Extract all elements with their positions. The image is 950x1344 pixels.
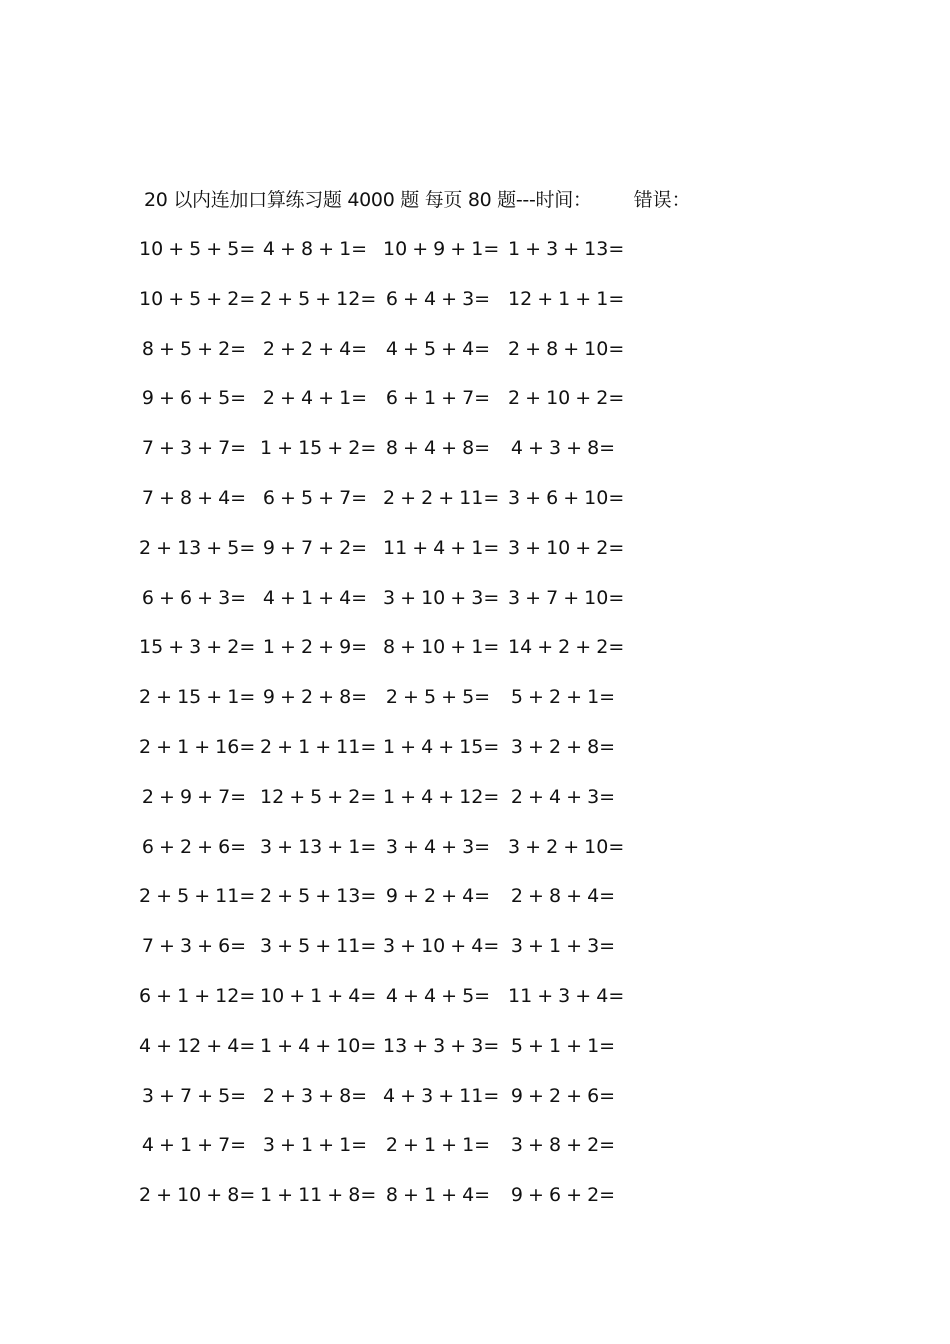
math-problem: 4 + 5 + 4= <box>385 338 491 360</box>
math-problem: 1 + 11 + 8= <box>260 1184 377 1206</box>
math-problem: 5 + 2 + 1= <box>510 686 616 708</box>
math-problem: 1 + 15 + 2= <box>260 437 377 459</box>
math-problem: 3 + 5 + 11= <box>260 935 377 957</box>
problem-row <box>0 981 950 1011</box>
problem-row <box>0 234 950 264</box>
math-problem: 2 + 5 + 11= <box>139 885 256 907</box>
math-problem: 2 + 5 + 13= <box>260 885 377 907</box>
math-problem: 3 + 10 + 4= <box>383 935 500 957</box>
math-problem: 6 + 4 + 3= <box>385 288 491 310</box>
problem-row <box>0 832 950 862</box>
math-problem: 2 + 2 + 11= <box>383 487 500 509</box>
math-problem: 2 + 10 + 8= <box>139 1184 256 1206</box>
errors-label: 错误： <box>633 189 691 211</box>
problem-row <box>0 881 950 911</box>
math-problem: 3 + 7 + 10= <box>508 587 625 609</box>
math-problem: 2 + 15 + 1= <box>139 686 256 708</box>
math-problem: 3 + 10 + 3= <box>383 587 500 609</box>
math-problem: 10 + 9 + 1= <box>383 238 500 260</box>
math-problem: 4 + 12 + 4= <box>139 1035 256 1057</box>
problem-row <box>0 931 950 961</box>
math-problem: 8 + 5 + 2= <box>141 338 247 360</box>
math-problem: 6 + 1 + 7= <box>385 387 491 409</box>
math-problem: 10 + 5 + 5= <box>139 238 256 260</box>
math-problem: 9 + 6 + 2= <box>510 1184 616 1206</box>
math-problem: 1 + 3 + 13= <box>508 238 625 260</box>
math-problem: 2 + 4 + 1= <box>262 387 368 409</box>
math-problem: 4 + 3 + 8= <box>510 437 616 459</box>
math-problem: 2 + 3 + 8= <box>262 1085 368 1107</box>
math-problem: 4 + 4 + 5= <box>385 985 491 1007</box>
math-problem: 12 + 1 + 1= <box>508 288 625 310</box>
math-problem: 6 + 6 + 3= <box>141 587 247 609</box>
math-problem: 3 + 2 + 10= <box>508 836 625 858</box>
problem-row <box>0 334 950 364</box>
math-problem: 3 + 2 + 8= <box>510 736 616 758</box>
problem-row <box>0 1031 950 1061</box>
math-problem: 8 + 10 + 1= <box>383 636 500 658</box>
math-problem: 6 + 1 + 12= <box>139 985 256 1007</box>
math-problem: 2 + 10 + 2= <box>508 387 625 409</box>
math-problem: 8 + 4 + 8= <box>385 437 491 459</box>
problem-row <box>0 583 950 613</box>
math-problem: 3 + 1 + 1= <box>262 1134 368 1156</box>
math-problem: 2 + 8 + 4= <box>510 885 616 907</box>
math-problem: 1 + 2 + 9= <box>262 636 368 658</box>
math-problem: 7 + 3 + 6= <box>141 935 247 957</box>
math-problem: 10 + 5 + 2= <box>139 288 256 310</box>
math-problem: 3 + 1 + 3= <box>510 935 616 957</box>
problem-row <box>0 632 950 662</box>
math-problem: 2 + 8 + 10= <box>508 338 625 360</box>
math-problem: 1 + 4 + 12= <box>383 786 500 808</box>
math-problem: 1 + 4 + 10= <box>260 1035 377 1057</box>
math-problem: 9 + 2 + 4= <box>385 885 491 907</box>
math-problem: 4 + 8 + 1= <box>262 238 368 260</box>
math-problem: 2 + 13 + 5= <box>139 537 256 559</box>
math-problem: 3 + 4 + 3= <box>385 836 491 858</box>
math-problem: 4 + 1 + 7= <box>141 1134 247 1156</box>
math-problem: 9 + 6 + 5= <box>141 387 247 409</box>
math-problem: 4 + 1 + 4= <box>262 587 368 609</box>
math-problem: 1 + 4 + 15= <box>383 736 500 758</box>
math-problem: 2 + 1 + 16= <box>139 736 256 758</box>
problem-row <box>0 1130 950 1160</box>
math-problem: 9 + 2 + 8= <box>262 686 368 708</box>
math-problem: 6 + 5 + 7= <box>262 487 368 509</box>
problem-row <box>0 433 950 463</box>
math-problem: 3 + 10 + 2= <box>508 537 625 559</box>
math-problem: 14 + 2 + 2= <box>508 636 625 658</box>
problem-row <box>0 682 950 712</box>
math-problem: 7 + 3 + 7= <box>141 437 247 459</box>
math-problem: 2 + 1 + 11= <box>260 736 377 758</box>
problem-row <box>0 782 950 812</box>
math-problem: 2 + 1 + 1= <box>385 1134 491 1156</box>
problem-row <box>0 1180 950 1210</box>
math-problem: 8 + 1 + 4= <box>385 1184 491 1206</box>
problem-row <box>0 1081 950 1111</box>
math-problem: 5 + 1 + 1= <box>510 1035 616 1057</box>
problem-row <box>0 284 950 314</box>
math-problem: 3 + 7 + 5= <box>141 1085 247 1107</box>
math-problem: 3 + 8 + 2= <box>510 1134 616 1156</box>
math-problem: 2 + 9 + 7= <box>141 786 247 808</box>
math-problem: 2 + 5 + 5= <box>385 686 491 708</box>
math-problem: 11 + 4 + 1= <box>383 537 500 559</box>
math-problem: 2 + 2 + 4= <box>262 338 368 360</box>
math-problem: 6 + 2 + 6= <box>141 836 247 858</box>
math-problem: 11 + 3 + 4= <box>508 985 625 1007</box>
math-problem: 4 + 3 + 11= <box>383 1085 500 1107</box>
math-problem: 10 + 1 + 4= <box>260 985 377 1007</box>
math-problem: 3 + 6 + 10= <box>508 487 625 509</box>
math-problem: 2 + 5 + 12= <box>260 288 377 310</box>
problem-row <box>0 483 950 513</box>
problem-row <box>0 732 950 762</box>
problem-row <box>0 533 950 563</box>
problem-row <box>0 383 950 413</box>
math-problem: 2 + 4 + 3= <box>510 786 616 808</box>
worksheet-title: 20 以内连加口算练习题 4000 题 每页 80 题---时间： <box>144 189 592 211</box>
math-problem: 15 + 3 + 2= <box>139 636 256 658</box>
math-problem: 9 + 2 + 6= <box>510 1085 616 1107</box>
math-problem: 3 + 13 + 1= <box>260 836 377 858</box>
math-problem: 12 + 5 + 2= <box>260 786 377 808</box>
math-problem: 9 + 7 + 2= <box>262 537 368 559</box>
math-problem: 13 + 3 + 3= <box>383 1035 500 1057</box>
math-problem: 7 + 8 + 4= <box>141 487 247 509</box>
